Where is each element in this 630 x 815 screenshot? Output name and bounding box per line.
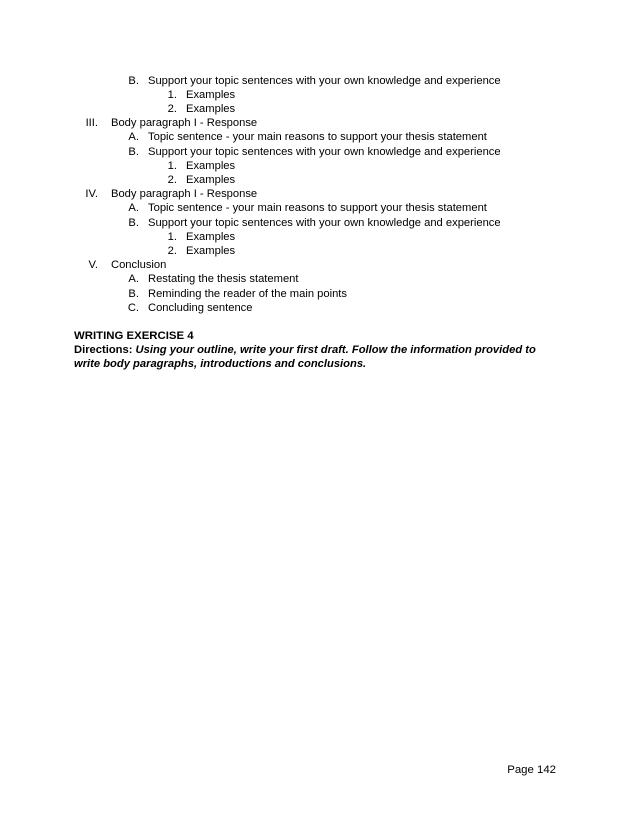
outline-marker: 2. bbox=[167, 103, 177, 115]
outline-text: Topic sentence - your main reasons to support your thesis statement bbox=[148, 131, 487, 143]
outline-text: Reminding the reader of the main points bbox=[148, 288, 348, 300]
outline-marker: B. bbox=[128, 217, 139, 229]
outline-text: Examples bbox=[186, 103, 236, 115]
outline-text: Support your topic sentences with your own knowledge and experience bbox=[148, 217, 501, 229]
directions-label: Directions: bbox=[74, 344, 133, 356]
outline-text: Conclusion bbox=[111, 259, 167, 271]
outline-text: Examples bbox=[186, 245, 236, 257]
outline-text: Examples bbox=[186, 89, 236, 101]
outline-text: Examples bbox=[186, 174, 236, 186]
directions-text: Using your outline, write your first draft. Follow the information provided to write body paragraphs, introductions and conclusions. bbox=[74, 344, 536, 370]
outline-marker: B. bbox=[128, 288, 139, 300]
outline-marker: 2. bbox=[167, 174, 177, 186]
outline-marker: IV. bbox=[85, 188, 98, 200]
outline-text: Support your topic sentences with your own knowledge and experience bbox=[148, 75, 501, 87]
outline-text: Restating the thesis statement bbox=[148, 273, 299, 285]
outline-text: Body paragraph I - Response bbox=[111, 117, 258, 129]
outline-text: Examples bbox=[186, 231, 236, 243]
page-number: Page 142 bbox=[507, 764, 556, 776]
outline-marker: 1. bbox=[167, 231, 177, 243]
outline-marker: A. bbox=[128, 202, 139, 214]
outline-marker: V. bbox=[88, 259, 98, 271]
outline-marker: B. bbox=[128, 146, 139, 158]
outline-marker: A. bbox=[128, 131, 139, 143]
outline-marker: 1. bbox=[167, 160, 177, 172]
exercise-heading: WRITING EXERCISE 4 bbox=[74, 330, 194, 342]
outline-marker: 1. bbox=[167, 89, 177, 101]
outline-text: Concluding sentence bbox=[148, 302, 253, 314]
exercise-directions bbox=[74, 343, 554, 371]
outline-marker: III. bbox=[85, 117, 98, 129]
outline-marker: 2. bbox=[167, 245, 177, 257]
outline-marker: A. bbox=[128, 273, 139, 285]
outline-text: Examples bbox=[186, 160, 236, 172]
outline-text: Body paragraph I - Response bbox=[111, 188, 258, 200]
outline-text: Support your topic sentences with your own knowledge and experience bbox=[148, 146, 501, 158]
outline-marker: B. bbox=[128, 75, 139, 87]
outline-marker: C. bbox=[127, 302, 139, 314]
outline-text: Topic sentence - your main reasons to support your thesis statement bbox=[148, 202, 487, 214]
